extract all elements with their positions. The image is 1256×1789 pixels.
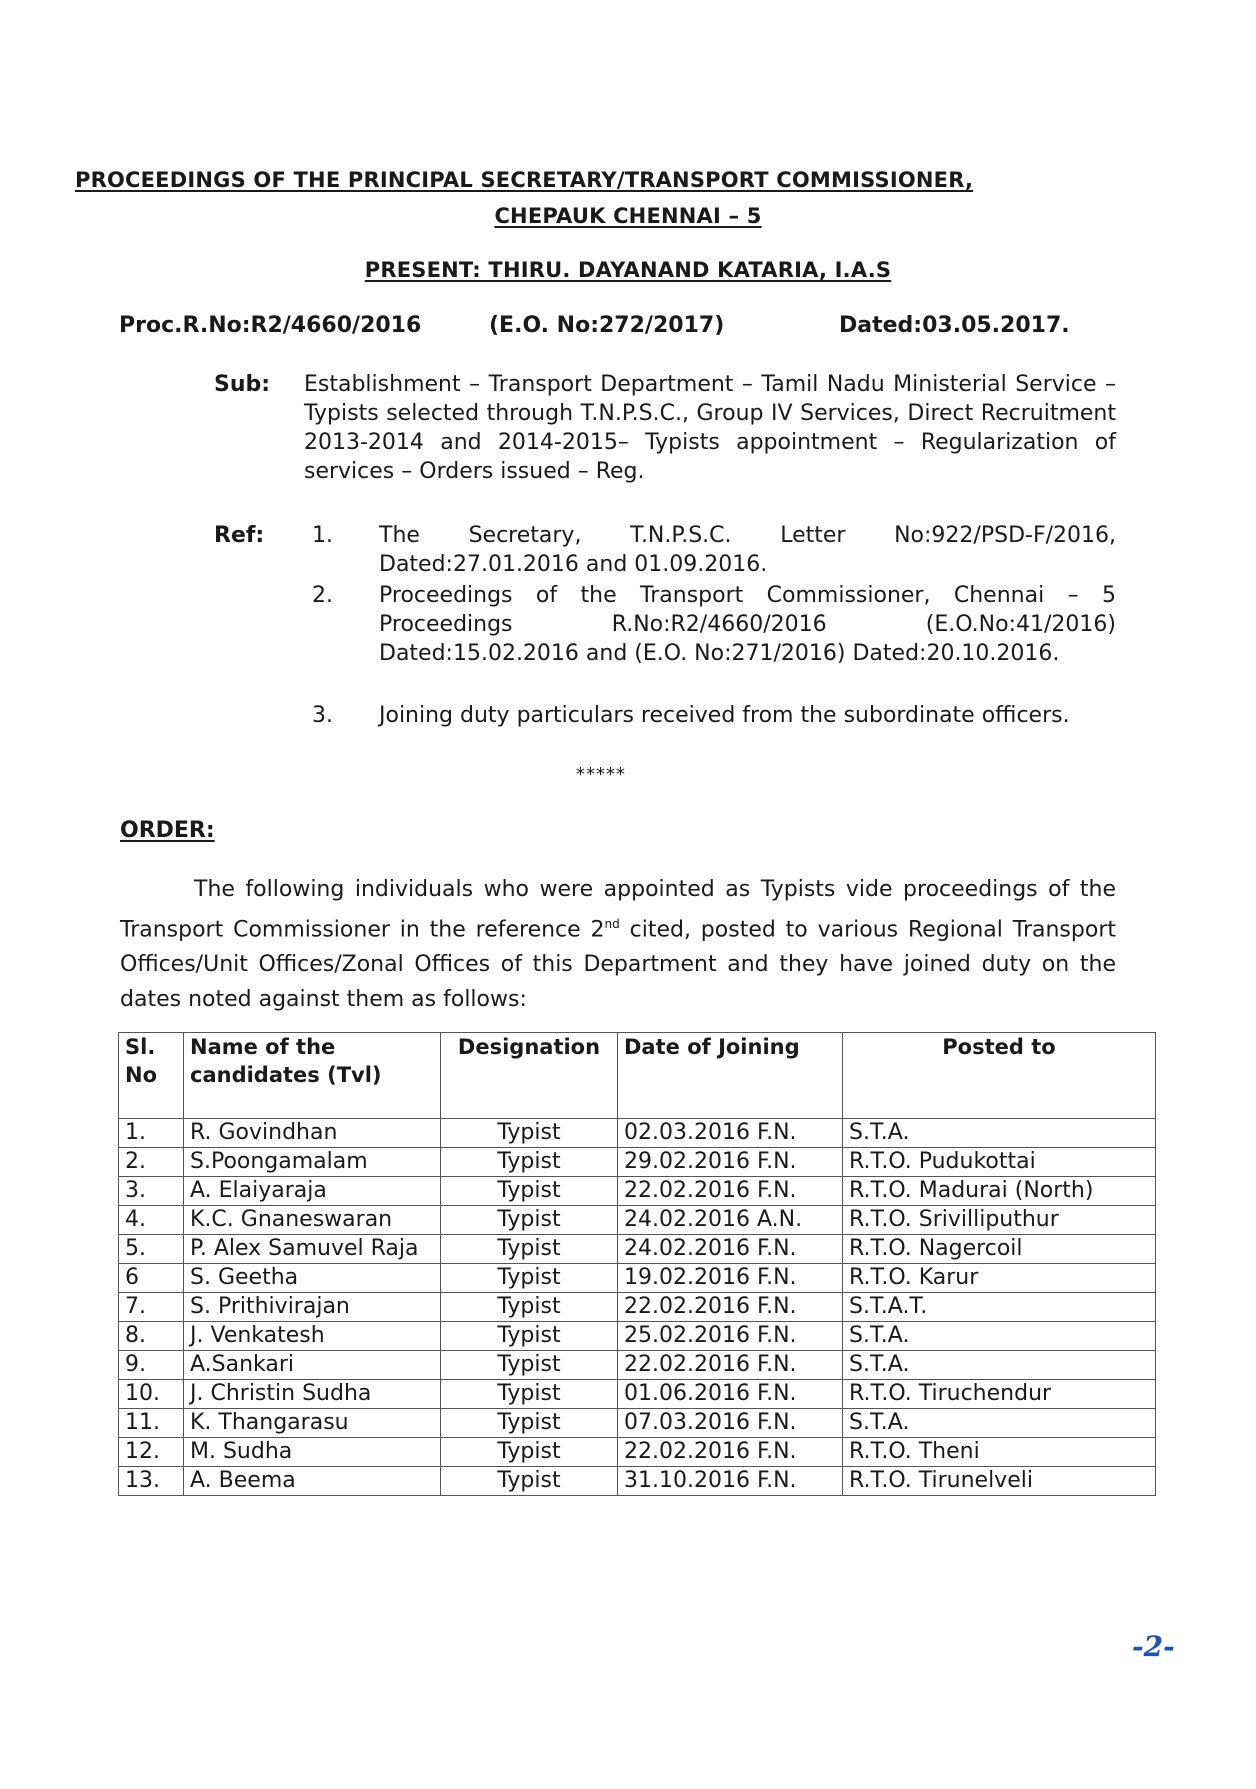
cell-name: A.Sankari [184, 1351, 441, 1380]
cell-name: M. Sudha [184, 1438, 441, 1467]
cell-name: K.C. Gnaneswaran [184, 1206, 441, 1235]
cell-name: J. Christin Sudha [184, 1380, 441, 1409]
ordinal-suffix: nd [604, 917, 620, 931]
cell-date-of-joining: 31.10.2016 F.N. [618, 1467, 843, 1496]
cell-sl-no: 8. [119, 1322, 184, 1351]
cell-sl-no: 7. [119, 1293, 184, 1322]
cell-name: P. Alex Samuvel Raja [184, 1235, 441, 1264]
cell-sl-no: 9. [119, 1351, 184, 1380]
table-header-row [119, 1033, 1156, 1119]
table-row [119, 1293, 1156, 1322]
subject-text: Establishment – Transport Department – Tamil Nadu Ministerial Service – Typists selected through T.N.P.S.C., Group IV Services, Direct Recruitment 2013-2014 and 2014-2015– Typists appointment – Regularization of services – Orders issued – Reg. [304, 372, 1116, 484]
cell-name: K. Thangarasu [184, 1409, 441, 1438]
reference-item-3: Joining duty particulars received from the subordinate officers. [379, 703, 1070, 728]
cell-posted-to: R.T.O. Tirunelveli [843, 1467, 1156, 1496]
cell-date-of-joining: 29.02.2016 F.N. [618, 1148, 843, 1177]
eo-number: (E.O. No:272/2017) [489, 313, 725, 338]
cell-date-of-joining: 22.02.2016 F.N. [618, 1177, 843, 1206]
cell-date-of-joining: 24.02.2016 A.N. [618, 1206, 843, 1235]
cell-designation: Typist [441, 1467, 618, 1496]
cell-posted-to: R.T.O. Theni [843, 1438, 1156, 1467]
reference-number-3: 3. [312, 703, 333, 728]
header-name-text: Name of the candidates (Tvl) [190, 1035, 382, 1087]
cell-name: A. Elaiyaraja [184, 1177, 441, 1206]
table-row [119, 1351, 1156, 1380]
cell-posted-to: S.T.A. [843, 1409, 1156, 1438]
cell-name: A. Beema [184, 1467, 441, 1496]
cell-sl-no: 13. [119, 1467, 184, 1496]
cell-date-of-joining: 24.02.2016 F.N. [618, 1235, 843, 1264]
table-row [119, 1264, 1156, 1293]
cell-posted-to: R.T.O. Madurai (North) [843, 1177, 1156, 1206]
cell-date-of-joining: 01.06.2016 F.N. [618, 1380, 843, 1409]
cell-date-of-joining: 22.02.2016 F.N. [618, 1351, 843, 1380]
document-title-line2: CHEPAUK CHENNAI – 5 [494, 204, 762, 228]
cell-designation: Typist [441, 1293, 618, 1322]
cell-sl-no: 10. [119, 1380, 184, 1409]
cell-sl-no: 6 [119, 1264, 184, 1293]
reference-item-1: The Secretary, T.N.P.S.C. Letter No:922/PSD-F/2016, Dated:27.01.2016 and 01.09.2016. [379, 523, 1116, 577]
cell-posted-to: S.T.A. [843, 1119, 1156, 1148]
cell-name: J. Venkatesh [184, 1322, 441, 1351]
cell-date-of-joining: 02.03.2016 F.N. [618, 1119, 843, 1148]
table-row [119, 1322, 1156, 1351]
cell-posted-to: R.T.O. Karur [843, 1264, 1156, 1293]
section-separator: ***** [576, 764, 626, 785]
cell-designation: Typist [441, 1206, 618, 1235]
header-name [184, 1033, 441, 1119]
cell-designation: Typist [441, 1177, 618, 1206]
cell-date-of-joining: 22.02.2016 F.N. [618, 1293, 843, 1322]
proceedings-number: Proc.R.No:R2/4660/2016 [119, 313, 422, 338]
header-designation: Designation [441, 1033, 618, 1119]
cell-posted-to: R.T.O. Pudukottai [843, 1148, 1156, 1177]
cell-posted-to: R.T.O. Srivilliputhur [843, 1206, 1156, 1235]
reference-label: Ref: [214, 523, 265, 548]
cell-designation: Typist [441, 1380, 618, 1409]
cell-date-of-joining: 25.02.2016 F.N. [618, 1322, 843, 1351]
reference-item-2: Proceedings of the Transport Commissioner, Chennai – 5 Proceedings R.No:R2/4660/2016 (E.O.No:41/2016) Dated:15.02.2016 and (E.O. No:271/2016) Dated:20.10.2016. [379, 583, 1116, 666]
header-date-of-joining: Date of Joining [618, 1033, 843, 1119]
cell-posted-to: R.T.O. Tiruchendur [843, 1380, 1156, 1409]
cell-designation: Typist [441, 1148, 618, 1177]
cell-sl-no: 5. [119, 1235, 184, 1264]
cell-posted-to: R.T.O. Nagercoil [843, 1235, 1156, 1264]
table-row [119, 1148, 1156, 1177]
table-body [119, 1119, 1156, 1496]
cell-name: S. Prithivirajan [184, 1293, 441, 1322]
cell-name: R. Govindhan [184, 1119, 441, 1148]
cell-posted-to: S.T.A. [843, 1322, 1156, 1351]
subject-label: Sub: [214, 372, 271, 397]
cell-designation: Typist [441, 1235, 618, 1264]
cell-designation: Typist [441, 1351, 618, 1380]
header-sl-no: Sl. No [119, 1033, 184, 1119]
cell-date-of-joining: 07.03.2016 F.N. [618, 1409, 843, 1438]
cell-date-of-joining: 19.02.2016 F.N. [618, 1264, 843, 1293]
proceedings-date: Dated:03.05.2017. [839, 313, 1070, 338]
cell-date-of-joining: 22.02.2016 F.N. [618, 1438, 843, 1467]
cell-sl-no: 1. [119, 1119, 184, 1148]
order-paragraph [120, 872, 1116, 1017]
cell-sl-no: 2. [119, 1148, 184, 1177]
table-row [119, 1235, 1156, 1264]
cell-designation: Typist [441, 1264, 618, 1293]
table-row [119, 1177, 1156, 1206]
cell-sl-no: 11. [119, 1409, 184, 1438]
cell-name: S.Poongamalam [184, 1148, 441, 1177]
order-heading: ORDER: [120, 818, 215, 843]
cell-posted-to: S.T.A.T. [843, 1293, 1156, 1322]
header-posted-to: Posted to [843, 1033, 1156, 1119]
cell-sl-no: 4. [119, 1206, 184, 1235]
cell-posted-to: S.T.A. [843, 1351, 1156, 1380]
cell-sl-no: 3. [119, 1177, 184, 1206]
table-row [119, 1380, 1156, 1409]
table-row [119, 1206, 1156, 1235]
table-row [119, 1409, 1156, 1438]
cell-sl-no: 12. [119, 1438, 184, 1467]
cell-designation: Typist [441, 1438, 618, 1467]
cell-designation: Typist [441, 1322, 618, 1351]
order-paragraph-part2: cited, posted to various Regional Transport Offices/Unit Offices/Zonal Offices of this Department and they have joined duty on the dates noted against them as follows: [120, 917, 1116, 1013]
present-officer: PRESENT: THIRU. DAYANAND KATARIA, I.A.S [364, 258, 892, 282]
cell-designation: Typist [441, 1409, 618, 1438]
table-row [119, 1119, 1156, 1148]
document-title-line1: PROCEEDINGS OF THE PRINCIPAL SECRETARY/TRANSPORT COMMISSIONER, [75, 168, 974, 192]
typists-table [118, 1032, 1156, 1496]
table-row [119, 1467, 1156, 1496]
reference-number-1: 1. [312, 523, 333, 548]
page-number-mark: -2- [1132, 1630, 1175, 1663]
reference-number-2: 2. [312, 583, 333, 608]
order-paragraph-part1: The following individuals who were appointed as Typists vide proceedings of the Transport Commissioner in the reference 2 [120, 877, 1116, 943]
cell-name: S. Geetha [184, 1264, 441, 1293]
cell-designation: Typist [441, 1119, 618, 1148]
table-row [119, 1438, 1156, 1467]
